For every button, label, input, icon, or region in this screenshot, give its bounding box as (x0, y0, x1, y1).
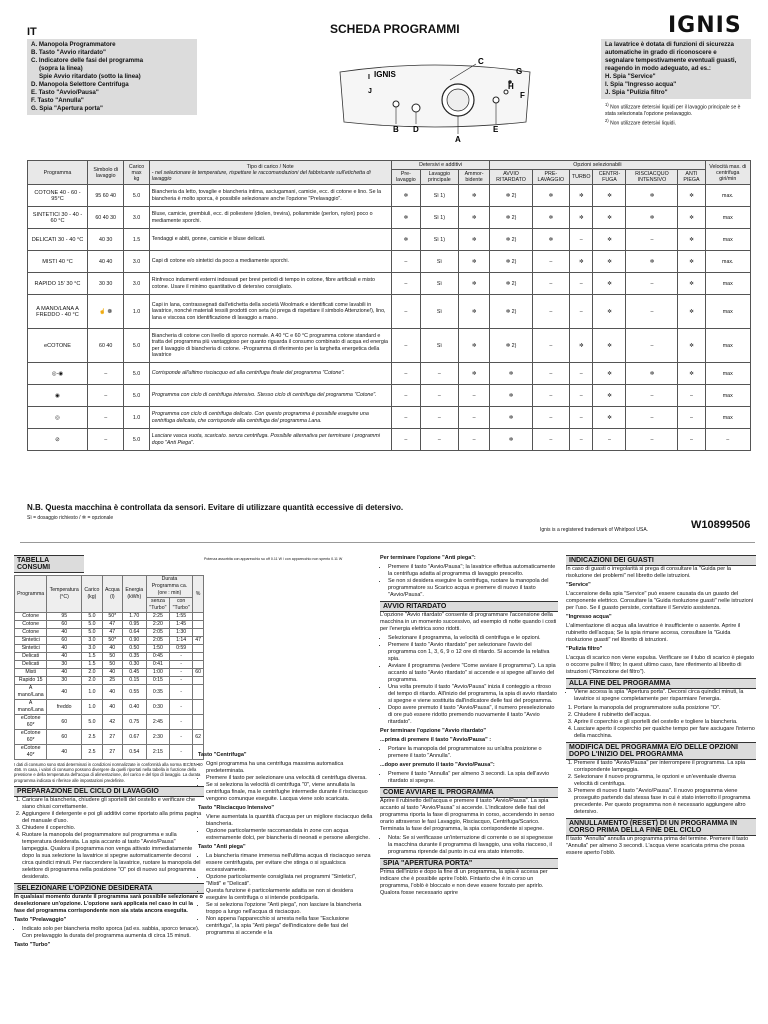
program-row: SINTETICI 30 - 40 - 60 °C 60 40 30 3.0 Bluse, camicie, grembiuli, ecc. di poliestere (diolen, trevira), poliammide (perlon, nylon) poco o mediamente sporchi. ✲ Sì 1) ✲ ✲ 2) ✲ ✲ ✲ ✲ ✲ max (28, 207, 751, 229)
section-title: AVVIO RITARDATO (380, 601, 558, 612)
column-2: Tasto "Centrifuga" • Ogni programma ha una centrifuga massima automatica predeterminata. • Premere il tasto per selezionare una velocità di centrifuga diversa. • Se si seleziona la velocità di centrifuga "0", viene annullata la centrifuga finale, ma le centrifughe intermedie durante il risciacquo vengono comunque eseguite. Lacqua viene solo scaricata. Tasto "Risciacquo Intensivo" • Viene aumentata la quantità d'acqua per un migliore risciacquo della biancheria. • Opzione particolarmente raccomandata in zone con acqua estremamente dolci, per biancheria di neonati e persone allergiche. Tasto "Anti piega" • La biancheria rimane immersa nell'ultima acqua di risciacquo senza essere centrifugata, per evitare che stinga o si sgualcisca eccessivamente. • Opzione particolarmente consigliata nei programmi "Sintetici", "Misti" e "Delicati". • Questa funzione è particolarmente adatta se non si desidera eseguire la centrifuga o si intende posticiparla. • Se si seleziona l'opzione "Anti piega", non lasciare la biancheria troppo a lungo nell'acqua di risciacquo. • Non appena l'apparecchio si arresta nella fase "Esclusione centrifuga", la spia "Anti piega" dell'indicatore delle fasi del programma si accende e la (198, 752, 373, 939)
program-row: eCOTONE 60 40 5.0 Biancheria di cotone con livello di sporco normale. A 40 °C e 60 °C programma cotone standard e tratta del programma più vantaggioso per quanto riguarda il consumo combinato di acqua ed energia per il lavaggio di biancheria di cotone. -Programma di riferimento per la targhetta energetica della lavatrice – Sì ✲ ✲ 2) – ✲ ✲ – ✲ max (28, 329, 751, 363)
section-title: PREPARAZIONE DEL CICLO DI LAVAGGIO (14, 786, 204, 797)
th-detersivi: Detersivi e additivi (391, 161, 490, 170)
program-row: ◎ – 1.0 Programma con ciclo di centrifuga delicato. Con questo programma è possibile eseguire una centrifuga delicata, che corrisponde alla centrifuga del programma Lana. – – – ✲ – – ✲ – – max (28, 407, 751, 429)
column-3: Per terminare l'opzione "Anti piega": • Premere il tasto "Avvio/Pausa"; la lavatrice effettua automaticamente la centrifuga adatta al programma di lavaggio prescelto. • Se non si desidera eseguire la centrifuga, ruotare la manopola del programmatore su Scarico acqua e premere di nuovo il tasto "Avvio/Pausa". AVVIO RITARDATO L'opzione "Avvio ritardato" consente di programmare l'accensione della macchina in un momento successivo, ad esempio di notte quando i costi per l'energia elettrica sono ridotti. • Selezionare il programma, la velocità di centrifuga e le opzioni. • Premere il tasto "Avvio ritardato" per selezionare l'avvio del programma con 1, 3, 6, 9 o 12 ore di ritardo. Si accende la relativa spia. • Avviare il programma (vedere "Come avviare il programma"). La spia accanto al tasto "Avvio ritardato" si accende e si spegne all'avvio del programma. • Una volta premuto il tasto "Avvio/Pausa" inizia il conteggio a ritroso del tempo di ritardo. All'inizio del programma, la spia di avvio ritardato si spegne e viene sostituita dall'indicatore delle fasi del programma. • Dopo avere premuto il tasto "Avvio/Pausa", il numero preselezionato di ore può essere ridotto premendo nuovamente il tasto "Avvio ritardato". Per terminare l'opzione "Avvio ritardato" ...prima di premere il tasto "Avvio/Pausa" : • Portare la manopola del programmatore su un'altra posizione o premere il tasto "Annulla". ...dopo aver premuto il tasto "Avvio/Pausa": • Premere il tasto "Annulla" per almeno 3 secondi. La spia dell'avvio ritardato si spegne. COME AVVIARE IL PROGRAMMA Aprire il rubinetto dell'acqua e premere il tasto "Avvio/Pausa". La spia accanto al tasto "Avvio/Pausa" si accende. L'indicatore delle fasi del programma riporta la fase di programma in corso, accendendo in senso orario attraverso le fasi Lavaggio, Risciacquo, Centrifuga/Scarico. Terminata la fase del programma, la spia corrispondente si spegne. • Nota: Se si verificasse un'interruzione di corrente o se si spegnesse la macchina durante il programma di lavaggio, una volta riacceso, il programma riprende dal punto in cui era stato interrotto. SPIA "APERTURA PORTA" Prima dell'inizio e dopo la fine di un programma, la spia è accesa per indicare che è possibile aprire l'oblò. Fintanto che è in corso un programma, l'oblò è bloccato e non deve essere forzato per aprirlo. Qualora fosse necessario aprire (380, 555, 558, 899)
program-row: ◉ – 5.0 Programma con ciclo di centrifuga intensivo. Stesso ciclo di centrifuga del programma "Cotone". – – – ✲ – – ✲ – – max (28, 385, 751, 407)
consumption-row: A mano/Lana freddo 1.0 40 0.40 0:30 - (15, 700, 204, 715)
section-title: SPIA "APERTURA PORTA" (380, 858, 558, 869)
spin-knob (412, 104, 420, 112)
legend-item: (sopra la linea) (39, 65, 83, 72)
svg-text:H: H (508, 82, 514, 91)
svg-text:F: F (520, 91, 525, 100)
consumption-row: Delicati 40 1.5 50 0.35 0:45 - (15, 653, 204, 661)
delay-button (393, 101, 399, 107)
program-row: ◎-◉ – 5.0 Corrisponde all'ultimo risciacquo ed alla centrifuga finale del programma "Cotone". – – ✲ ✲ – – ✲ ✲ ✲ max (28, 363, 751, 385)
start-button (493, 97, 499, 103)
consumption-row: eCotone 40* 40 2.5 27 0.54 2:15 - (15, 745, 204, 760)
page-title: SCHEDA PROGRAMMI (330, 22, 460, 36)
svg-text:J: J (368, 88, 372, 95)
svg-text:A: A (455, 135, 461, 144)
consumption-row: Cotone 95 5.0 50* 1.70 2:25 1:55 (15, 613, 204, 621)
column-4: INDICAZIONI DEI GUASTI In caso di guasti o irregolarità si prega di consultare la "Guida per la risoluzione dei problemi" nel libretto delle istruzioni. "Service" L'accensione della spia "Service" può essere causata da un guasto del componente elettrico. Consultare la "Guida risoluzione guasti" nelle istruzioni per l'uso. Se il guasto persiste, contattare il Servizio assistenza. "Ingresso acqua" L'alimentazione di acqua alla lavatrice è insufficiente o assente. Aprire il rubinetto dell'acqua; Se la spia rimane accesa, consultare la "Guida risoluzione guasti" nel libretto di istruzioni. "Pulizia filtro" L'acqua di scarico non viene espulsa. Verificare se il tubo di scarico è piegato o occorre pulire il filtro; In quest ultimo caso, fare riferimento al libretto di istruzioni ("Rimozione del filtro"). ALLA FINE DEL PROGRAMMA • Viene accesa la spia "Apertura porta". Decorsi circa quindici minuti, la lavatrice si spegne completamente per risparmiare l'energia. 1. Portare la manopola del programmatore sulla posizione "O". 2. Chiudere il rubinetto dell'acqua. 3. Aprire il coperchio e gli sportelli del cestello e togliere la biancheria. 4. Lasciare aperto il coperchio per qualche tempo per fare asciugare l'interno della macchina. MODIFICA DEL PROGRAMMA E/O DELLE OPZIONI DOPO L'INIZIO DEL PROGRAMMA 1. Premere il tasto "Avvio/Pausa" per interrompere il programma. La spia corrispondente lampeggia. 2. Selezionare il nuovo programma, le opzioni e un'eventuale diversa velocità di centrifuga. 3. Premere di nuovo il tasto "Avvio/Pausa". Il nuovo programma viene proseguito partendo dal stessa fase in cui è stato interrotto il programma precedente. Per questo programma non è necessario aggiungere altro detersivo. ANNULLAMENTO (RESET) DI UN PROGRAMMA IN CORSO PRIMA DELLA FINE DEL CICLO Il tasto "Annulla" annulla un programma prima del termine. Premere il tasto "Annulla" per almeno 3 secondi. L'acqua viene scaricata prima che possa essere aperto l'oblò. (566, 555, 756, 859)
legend-item: F. Tasto "Annulla" (31, 97, 84, 104)
trademark: Ignis is a registered trademark of Whirlpool USA. (540, 527, 649, 533)
program-row: RAPIDO 15' 30 °C 30 30 3.0 Rinfresco indumenti esterni indossati per brevi periodi di tempo in cotone, fibre artificiali e misto cotone. Usare il minimo quantitativo di detersivo consigliato. – Sì ✲ ✲ 2) – – ✲ – ✲ max (28, 273, 751, 295)
consumption-row: Delicati 30 1.5 50 0.30 0:41 - (15, 661, 204, 669)
program-row: ⊘ – 5.0 Lasciare vasca vuota, scaricato. senza centrifuga. Possibile alternativa per terminare i programmi dopo "Anti Piega". – – – ✲ – – – – – – (28, 429, 751, 451)
sensor-note: N.B. Questa macchina è controllata da sensori. Evitare di utilizzare quantità eccessive di detersivo. (27, 503, 404, 512)
th-simbolo: Simbolo di lavaggio (88, 161, 124, 185)
svg-text:D: D (413, 125, 419, 134)
consumption-row: Misti 40 2.0 40 0.45 1:00 - 60 (15, 669, 204, 677)
section-title: SELEZIONARE L'OPZIONE DESIDERATA (14, 883, 204, 894)
doc-code: W10899506 (691, 519, 751, 531)
consumption-row: eCotone 60* 60 5.0 42 0.75 2:45 - (15, 715, 204, 730)
consumption-row: Cotone 40 5.0 47 0.64 2:05 1:30 (15, 629, 204, 637)
brand-logo: IGNIS (668, 13, 742, 38)
th-programma: Programma (28, 161, 88, 185)
svg-text:I: I (368, 74, 370, 81)
legend-item: E. Tasto "Avvio/Pausa" (31, 89, 99, 96)
th-carico: Carico max kg (124, 161, 149, 185)
legend-item: B. Tasto "Avvio ritardato" (31, 49, 106, 56)
section-title: TABELLA CONSUMI (14, 555, 84, 573)
legend-item: C. Indicatore delle fasi del programma (31, 57, 144, 64)
svg-text:C: C (478, 57, 484, 66)
control-legend (27, 39, 197, 115)
consumption-row: Rapido 15 30 2.0 25 0.15 0:15 - (15, 677, 204, 685)
th-tipo: Tipo di carico / Note - nel selezionare le temperature, rispettare le raccomandazioni del fabbricante sull'etichetta di lavaggio (149, 161, 391, 185)
section-title: INDICAZIONI DEI GUASTI (566, 555, 756, 566)
program-row: A MANO/LANA A FREDDO - 40 °C ☝ ❁ 1.0 Capi in lana, contrassegnati dall'etichetta della società Woolmark e identificati come lavabili in lavatrice, nonché materiali tessili prodotti con seta (si prega di rispettare il simbolo Attenzione!), lino, lana e viscosa con identificazione di lavaggio a mano. – Sì ✲ ✲ 2) – – ✲ – ✲ max (28, 295, 751, 329)
safety-info: La lavatrice è dotata di funzioni di sicurezza automatiche in grado di riconoscere e segnalare tempestivamente eventuali guasti, reagendo in modo adeguato, ad es.: H. Spia "Service" I. Spia "Ingresso acqua" J. Spia "Pulizia filtro" $^{1)}$ Non utilizzare detersivi liquidi per il lavaggio principale se è stata selezionata l'opzione prelavaggio. $^{2)}$ Non utilizzare detersivi liquidi. (601, 39, 751, 130)
th-opzioni: Opzioni selezionabili (490, 161, 705, 170)
svg-text:G: G (516, 67, 523, 76)
consumption-row: eCotone 60* 60 2.5 27 0.67 2:30 - 62 (15, 730, 204, 745)
legend-item: D. Manopola Selettore Centrifuga (31, 81, 129, 88)
legend-item: G. Spia "Apertura porta" (31, 105, 103, 112)
program-row: DELICATI 30 - 40 °C 40 30 1.5 Tendaggi e abiti, gonne, camicie e bluse delicati. ✲ Sì 1) ✲ ✲ 2) ✲ – ✲ – ✲ max (28, 229, 751, 251)
consumption-row: Sintetici 40 3.0 40 0.50 1:50 0:59 (15, 645, 204, 653)
section-title: ANNULLAMENTO (RESET) DI UN PROGRAMMA IN CORSO PRIMA DELLA FINE DEL CICLO (566, 818, 756, 836)
section-title: COME AVVIARE IL PROGRAMMA (380, 787, 558, 798)
th-velocita: Velocità max. di centrifuga giri/min (705, 161, 750, 185)
program-table: Programma Simbolo di lavaggio Carico max kg Tipo di carico / Note - nel selezionare le temperature, rispettare le raccomandazioni del fabbricante sull'etichetta di lavaggio Detersivi e additivi Opzioni selezionabili Velocità max. di centrifuga giri/min Pre-lavaggio Lavaggio principale Ammor-bidente AVVIO RITARDATO PRE-LAVAGGIO TURBO CENTRI-FUGA RISCIACQUO INTENSIVO ANTI PIEGA COTONE 40 - 60 - 95°C 95 60 40 5.0 Biancheria da letto, tovaglie e biancheria intima, asciugamani, camicie, ecc. di cotone e lino. Se la biancheria è molto sporca, è possibile selezionare anche l'opzione "Prelavaggio". ✲ Sì 1) ✲ ✲ 2) ✲ ✲ ✲ ✲ ✲ max. SINTETICI 30 - 40 - 60 °C 60 40 30 3.0 Bluse, camicie, grembiuli, ecc. di poliestere (diolen, trevira), poliammide (perlon, nylon) poco o mediamente sporchi. ✲ Sì 1) ✲ ✲ 2) ✲ ✲ ✲ ✲ ✲ max DELICATI 30 - 40 °C 40 30 1.5 Tendaggi e abiti, gonne, camicie e bluse delicati. ✲ Sì 1) ✲ ✲ 2) ✲ – ✲ – ✲ max MISTI 40 °C 40 40 3.0 Capi di cotone e/o sintetici da poco a mediamente sporchi. – Sì ✲ ✲ 2) – ✲ ✲ ✲ ✲ max. RAPIDO 15' 30 °C 30 30 3.0 Rinfresco indumenti esterni indossati per brevi periodi di tempo in cotone, fibre artificiali e misto cotone. Usare il minimo quantitativo di detersivo consigliato. – Sì ✲ ✲ 2) – – ✲ – ✲ max A MANO/LANA A FREDDO - 40 °C ☝ ❁ 1.0 Capi in lana, contrassegnati dall'etichetta della società Woolmark e identificati come lavabili in lavatrice, nonché materiali tessili prodotti con seta (si prega di rispettare il simbolo Attenzione!), lino, lana e viscosa con identificazione di lavaggio a mano. – Sì ✲ ✲ 2) – – ✲ – ✲ max eCOTONE 60 40 5.0 Biancheria di cotone con livello di sporco normale. A 40 °C e 60 °C programma cotone standard e tratta del programma più vantaggioso per quanto riguarda il consumo combinato di acqua ed energia per il lavaggio di biancheria di cotone. -Programma di riferimento per la targhetta energetica della lavatrice – Sì ✲ ✲ 2) – ✲ ✲ – ✲ max ◎-◉ – 5.0 Corrisponde all'ultimo risciacquo ed alla centrifuga finale del programma "Cotone". – – ✲ ✲ – – ✲ ✲ ✲ max ◉ – 5.0 Programma con ciclo di centrifuga intensivo. Stesso ciclo di centrifuga del programma "Cotone". – – – ✲ – – ✲ – – max ◎ – 1.0 Programma con ciclo di centrifuga delicato. Con questo programma è possibile eseguire una centrifuga delicata, che corrisponde alla centrifuga del programma Lana. – – – ✲ – – ✲ – – max ⊘ – 5.0 Lasciare vasca vuota, scaricato. senza centrifuga. Possibile alternativa per terminare i programmi dopo "Anti Piega". – – – ✲ – – – – – – (27, 160, 751, 451)
control-panel-diagram (320, 52, 550, 144)
section-title: MODIFICA DEL PROGRAMMA E/O DELLE OPZIONI DOPO L'INIZIO DEL PROGRAMMA (566, 742, 756, 760)
program-row: COTONE 40 - 60 - 95°C 95 60 40 5.0 Biancheria da letto, tovaglie e biancheria intima, asciugamani, camicie, ecc. di cotone e lino. Se la biancheria è molto sporca, è possibile selezionare anche l'opzione "Prelavaggio". ✲ Sì 1) ✲ ✲ 2) ✲ ✲ ✲ ✲ ✲ max. (28, 185, 751, 207)
divider (20, 542, 755, 543)
legend-item: Spie Avvio ritardato (sotto la linea) (39, 73, 141, 80)
consumption-row: A mano/Lana 40 1.0 40 0.55 0:35 - (15, 685, 204, 700)
dosage-key: Sì = dosaggio richiesto / ✲ = opzionale (27, 515, 114, 521)
power-note: Potenza assorbita con apparecchio su off 0.11 W / con apparecchio non spento 0.11 W (204, 557, 343, 561)
legend-item: A. Manopola Programmatore (31, 41, 116, 48)
language-code: IT (27, 26, 37, 38)
consumption-table: Programma Temperatura (°C) Carico (kg) Acqua (l) Energia (kWh) Durata Programma ca. (ore : min) % senza "Turbo" con "Turbo" Cotone 95 5.0 50* 1.70 2:25 1:55 Cotone 60 5.0 47 0.95 2:20 1:45 Cotone 40 5.0 47 0.64 2:05 1:30 Sintetici 60 3.0 50* 0.90 2:05 1:14 47 Sintetici 40 3.0 40 0.50 1:50 0:59 Delicati 40 1.5 50 0.35 0:45 - Delicati 30 1.5 50 0.30 0:41 - Misti 40 2.0 40 0.45 1:00 - 60 Rapido 15 30 2.0 25 0.15 0:15 - A mano/Lana 40 1.0 40 0.55 0:35 - A mano/Lana freddo 1.0 40 0.40 0:30 - eCotone 60* 60 5.0 42 0.75 2:45 - eCotone 60* 60 2.5 27 0.67 2:30 - 62 eCotone 40* 40 2.5 27 0.54 2:15 - (14, 575, 204, 760)
panel-logo: IGNIS (374, 70, 396, 79)
svg-text:B: B (393, 125, 399, 134)
section-title: ALLA FINE DEL PROGRAMMA (566, 678, 756, 689)
svg-text:E: E (493, 125, 499, 134)
consumption-footnote: I dati di consumo sono stati determinati in condizioni normalizzate in conformità alla norma IEC/EN 60 456. In casa, i valori di consumo possono divergere da quelli riportati nella tabella in funzione della pressione e della temperatura dell'acqua di alimentazione, del carico e del tipo di lavaggio. La durata programma indicata si riferisce alle impostazioni predefinite. (14, 762, 203, 783)
consumption-row: Sintetici 60 3.0 50* 0.90 2:05 1:14 47 (15, 637, 204, 645)
column-1: TABELLA CONSUMI Potenza assorbita con apparecchio su off 0.11 W / con apparecchio non spento 0.11 W Programma Temperatura (°C) Carico (kg) Acqua (l) Energia (kWh) Durata Programma ca. (ore : min) % senza "Turbo" con "Turbo" Cotone 95 5.0 50* 1.70 2:25 1:55 Cotone 60 5.0 47 0.95 2:20 1:45 Cotone 40 5.0 47 0.64 2:05 1:30 Sintetici 60 3.0 50* 0.90 2:05 1:14 47 Sintetici 40 3.0 40 0.50 1:50 0:59 Delicati 40 1.5 50 0.35 0:45 - Delicati 30 1.5 50 0.30 0:41 - Misti 40 2.0 40 0.45 1:00 - 60 Rapido 15 30 2.0 25 0.15 0:15 - A mano/Lana 40 1.0 40 0.55 0:35 - A mano/Lana freddo 1.0 40 0.40 0:30 - eCotone 60* 60 5.0 42 0.75 2:45 - eCotone 60* 60 2.5 27 0.67 2:30 - 62 eCotone 40* 40 2.5 27 0.54 2:15 - I dati di consumo sono stati determinati in condizioni normalizzate in conformità alla norma IEC/EN 60 456. In casa, i valori di consumo possono divergere da quelli riportati nella tabella in funzione della pressione e della temperatura dell'acqua di alimentazione, del carico e del tipo di lavaggio. La durata programma indicata si riferisce alle impostazioni predefinite. PREPARAZIONE DEL CICLO DI LAVAGGIO 1. Caricare la biancheria, chiudere gli sportelli del cestello e verificare che siano chiusi correttamente. 2. Aggiungere il detergente e poi gli additivi come riportato alla prima pagina del manuale d'uso. 3. Chiudere il coperchio. 4. Ruotare la manopola del programmatore sul programma e sulla temperatura desiderata. La spia accanto al tasto "Avvio/Pausa" lampeggia. Qualora il programma non venga attivato immediatamente dopo la sua selezione la lavatrice si spegne automaticamente decorsi circa quindici minuti. Per riaccendere la lavatrice, ruotare la manopola del selettore di programma nella posizione "O" poi di nuovo sul programma desiderato. SELEZIONARE L'OPZIONE DESIDERATA In qualsiasi momento durante il programma sarà possibile selezionare o deselezionare un'opzione. L'opzione sarà applicata nel caso in cui la fase del programma corrispondente non sia stata ancora eseguita. Tasto "Prelavaggio" • Indicato solo per biancheria molto sporca (ad es. sabbia, sporco tenace). Con prelavaggio la durata del programma aumenta di circa 15 minuti. Tasto "Turbo" (14, 555, 204, 951)
consumption-row: Cotone 60 5.0 47 0.95 2:20 1:45 (15, 621, 204, 629)
program-row: MISTI 40 °C 40 40 3.0 Capi di cotone e/o sintetici da poco a mediamente sporchi. – Sì ✲ ✲ 2) – ✲ ✲ ✲ ✲ max. (28, 251, 751, 273)
